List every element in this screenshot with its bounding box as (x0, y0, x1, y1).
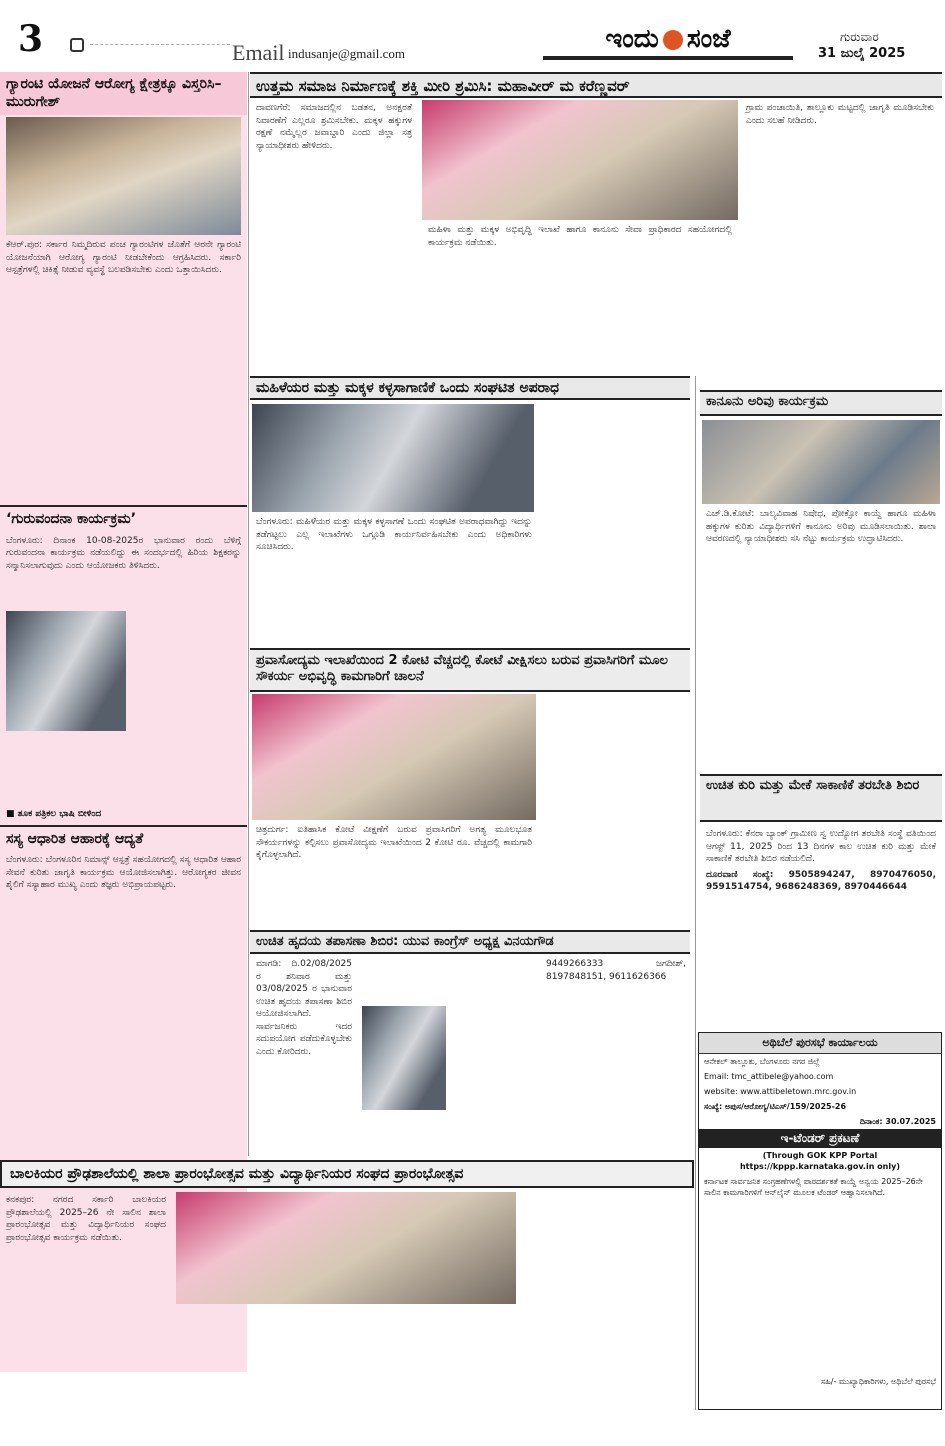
tourism-body-col2 (540, 694, 692, 926)
heart-camp-headline: ಉಚಿತ ಹೃದಯ ತಪಾಸಣಾ ಶಿಬಿರ: ಯುವ ಕಾಂಗ್ರೆಸ್ ಅಧ್ಯಕ್ಷ ವಿನಯಗೌಡ (250, 930, 690, 954)
email-label: Email (232, 40, 285, 65)
heart-camp-body: ಮಾಗಡಿ: ದಿ.02/08/2025 ರ ಶನಿವಾರ ಮತ್ತು 03/08/2025 ರ ಭಾನುವಾರ ಉಚಿತ ಹೃದಯ ತಪಾಸಣಾ ಶಿಬಿರ ಆಯೋಜಿಸಲಾಗಿದೆ. ಸಾರ್ವಜನಿಕರು ಇದರ ಸದುಪಯೋಗ ಪಡೆದುಕೊಳ್ಳಬೇಕು ಎಂದು ಕೋರಿದರು. (256, 959, 352, 1057)
top-story-headline-bar (250, 72, 942, 98)
law-headline: ಕಾನೂನು ಅರಿವು ಕಾರ್ಯಕ್ರಮ (700, 390, 942, 416)
tender-notice-website: website: www.attibeletown.mrc.gov.in (704, 1087, 857, 1096)
school-photo (176, 1192, 516, 1304)
tender-body: ಕರ್ನಾಟಕ ಸಾರ್ವಜನಿಕ ಸಂಗ್ರಹಣೆಗಳಲ್ಲಿ ಪಾರದರ್ಶಕತೆ ಕಾಯ್ದೆ ಅನ್ವಯ 2025–26ನೇ ಸಾಲಿನ ಕಾಮಗಾರಿಗಳಿಗೆ ಆನ್‌ಲೈನ್ ಮೂಲಕ ಟೆಂಡರ್ ಆಹ್ವಾನಿಸಲಾಗಿದೆ. (704, 1177, 923, 1197)
law-photo (702, 420, 940, 504)
sun-logo-icon (663, 30, 683, 50)
tender-notice-title: ಅಥಿಬೆಲೆ ಪುರಸಭೆ ಕಾರ್ಯಾಲಯ (699, 1033, 941, 1054)
divider (90, 44, 230, 50)
vinay-gowda-photo (362, 1006, 446, 1110)
tourism-headline-bar (250, 648, 690, 692)
ribbon-cutting-photo (252, 694, 536, 820)
tender-notice-sub: ಆನೇಕಲ್ ತಾಲ್ಲೂಕು, ಬೆಂಗಳೂರು ನಗರ ಜಿಲ್ಲೆ (704, 1057, 820, 1066)
article-plant-food-body: ಬೆಂಗಳೂರು: ಬೆಂಗಳೂರಿನ ನಿಮಾನ್ಸ್ ಆಸ್ಪತ್ರೆ ಸಹಯೋಗದಲ್ಲಿ ಸಸ್ಯ ಆಧಾರಿತ ಆಹಾರ ಸೇವನೆ ಕುರಿತು ಜಾಗೃತಿ ಕಾರ್ಯಕ್ರಮ ಆಯೋಜಿಸಲಾಗಿತ್ತು. ಆರೋಗ್ಯಕರ ಜೀವನ ಶೈಲಿಗೆ ಸಸ್ಯಾಹಾರ ಮುಖ್ಯ ಎಂದು ತಜ್ಞರು ಅಭಿಪ್ರಾಯಪಟ್ಟರು. (6, 855, 241, 890)
school-body-col3 (520, 1192, 694, 1432)
tender-notice-date: ದಿನಾಂಕ: 30.07.2025 (859, 1117, 936, 1126)
tender-heading: ಇ-ಟೆಂಡರ್ ಪ್ರಕಟಣೆ (699, 1129, 941, 1148)
top-story-body-col3: ಗ್ರಾಮ ಪಂಚಾಯಿತಿ, ತಾಲ್ಲೂಕು ಮಟ್ಟದಲ್ಲಿ ಜಾಗೃತಿ ಮೂಡಿಸಬೇಕು ಎಂದು ಸಲಹೆ ನೀಡಿದರು. (746, 103, 934, 126)
portrait-photo (6, 611, 126, 731)
tender-notice-email: Email: tmc_attibele@yahoo.com (704, 1072, 834, 1081)
heart-camp-contact: 9449266333 ಜಗದೀಶ್, 8197848151, 9611626366 (546, 959, 686, 982)
article-guarantee-body: ಕೆಆರ್.ಪುರ: ಸರ್ಕಾರ ನಿಮ್ಮದಿರುವ ಪಂಚ ಗ್ಯಾರಂಟಿಗಳ ಜೊತೆಗೆ ಆರನೇ ಗ್ಯಾರಂಟಿ ಯೋಜನೆಯಾಗಿ ಆರೋಗ್ಯ ಗ್ಯಾರಂಟಿ ನೀಡಬೇಕೆಂದು ಆಗ್ರಹಿಸಿದರು. ಸರ್ಕಾರಿ ಆಸ್ಪತ್ರೆಗಳಲ್ಲಿ ಚಿಕಿತ್ಸೆ ನೀಡುವ ವ್ಯವಸ್ಥೆ ಬಲಪಡಿಸಬೇಕು ಎಂದು ಒತ್ತಾಯಿಸಿದರು. (6, 240, 241, 275)
protest-photo (6, 117, 241, 235)
sheep-training-text: ಬೆಂಗಳೂರು: ಕೆನರಾ ಬ್ಯಾಂಕ್ ಗ್ರಾಮೀಣ ಸ್ವ ಉದ್ಯೋಗ ತರಬೇತಿ ಸಂಸ್ಥೆ ವತಿಯಿಂದ ಆಗಸ್ಟ್ 11, 2025 ರಿಂದ 13 ದಿನಗಳ ಕಾಲ ಉಚಿತ ಕುರಿ ಮತ್ತು ಮೇಕೆ ಸಾಕಾಣಿಕೆ ತರಬೇತಿ ಶಿಬಿರ ನಡೆಯಲಿದೆ. (706, 829, 936, 864)
hand-pointer-icon (70, 38, 84, 52)
tourism-headline: ಪ್ರವಾಸೋದ್ಯಮ ಇಲಾಖೆಯಿಂದ 2 ಕೋಟಿ ವೆಚ್ಚದಲ್ಲಿ ಕೋಟೆ ವೀಕ್ಷಿಸಲು ಬರುವ ಪ್ರವಾಸಿಗರಿಗೆ ಮೂಲ ಸೌಕರ್ಯ ಅಭಿವೃದ್ಧಿ ಕಾಮಗಾರಿಗೆ ಚಾಲನೆ (256, 653, 668, 685)
law-body: ಎಚ್.ಡಿ.ಕೋಟೆ: ಬಾಲ್ಯವಿವಾಹ ನಿಷೇಧ, ಪೋಕ್ಸೋ ಕಾಯ್ದೆ ಹಾಗೂ ಮಹಿಳಾ ಹಕ್ಕುಗಳ ಕುರಿತು ವಿದ್ಯಾರ್ಥಿಗಳಿಗೆ ಕಾನೂನು ಅರಿವು ಮೂಡಿಸಲಾಯಿತು. ಶಾಲಾ ಆವರಣದಲ್ಲಿ ನ್ಯಾಯಾಧೀಶರು ಸಸಿ ನೆಟ್ಟು ಕಾರ್ಯಕ್ರಮ ಉದ್ಘಾಟಿಸಿದರು. (706, 509, 936, 544)
tender-notice-ref: ಸಂಖ್ಯೆ: ಅಪುಸ/ಆರೋಗ್ಯ/ಟಿಎಸ್/159/2025-26 (704, 1102, 847, 1111)
top-story-photo (422, 100, 738, 220)
article-guruvandana-cont (0, 733, 247, 807)
meeting-photo (252, 404, 534, 512)
crime-body: ಬೆಂಗಳೂರು: ಮಹಿಳೆಯರ ಮತ್ತು ಮಕ್ಕಳ ಕಳ್ಳಸಾಗಣೆ ಒಂದು ಸಂಘಟಿತ ಅಪರಾಧವಾಗಿದ್ದು ಇದನ್ನು ತಡೆಗಟ್ಟಲು ಎಲ್ಲ ಇಲಾಖೆಗಳು ಒಗ್ಗೂಡಿ ಕಾರ್ಯನಿರ್ವಹಿಸಬೇಕು ಎಂದು ಅಧಿಕಾರಿಗಳು ಸೂಚಿಸಿದರು. (256, 517, 532, 552)
email-link[interactable]: indusanje@gmail.com (288, 46, 406, 61)
column-rule (248, 72, 249, 1156)
top-story-headline: ಉತ್ತಮ ಸಮಾಜ ನಿರ್ಮಾಣಕ್ಕೆ ಶಕ್ತಿ ಮೀರಿ ಶ್ರಮಿಸಿ: ಮಹಾವೀರ್ ಮ ಕರೆಣ್ಣವರ್ (256, 77, 630, 95)
sheep-training-phones: ದೂರವಾಣಿ ಸಂಖ್ಯೆ: 9505894247, 8970476050, 9591514754, 9686248369, 8970446644 (706, 869, 936, 892)
crime-body-col2 (540, 404, 692, 644)
crime-headline: ಮಹಿಳೆಯರ ಮತ್ತು ಮಕ್ಕಳ ಕಳ್ಳಸಾಗಾಣಿಕೆ ಒಂದು ಸಂಘಟಿತ ಅಪರಾಧ (250, 376, 690, 400)
school-headline-bar (0, 1160, 694, 1188)
school-body: ಕನಕಪುರ: ನಗರದ ಸರ್ಕಾರಿ ಬಾಲಕಿಯರ ಪ್ರೌಢಶಾಲೆಯಲ್ಲಿ 2025–26 ನೇ ಸಾಲಿನ ಶಾಲಾ ಪ್ರಾರಂಭೋತ್ಸವ ಮತ್ತು ವಿದ್ಯಾರ್ಥಿನಿಯರ ಸಂಘದ ಪ್ರಾರಂಭೋತ್ಸವ ಕಾರ್ಯಕ್ರಮ ನಡೆಯಿತು. (6, 1195, 166, 1243)
tender-signature: ಸಹಿ/- ಮುಖ್ಯಾಧಿಕಾರಿಗಳು, ಅಥಿಬೆಲೆ ಪುರಸಭೆ (821, 1377, 936, 1386)
day-label: ಗುರುವಾರ (840, 30, 879, 44)
date-label: 31 ಜುಲೈ 2025 (818, 46, 906, 61)
school-headline: ಬಾಲಕಿಯರ ಪ್ರೌಢಶಾಲೆಯಲ್ಲಿ ಶಾಲಾ ಪ್ರಾರಂಭೋತ್ಸವ ಮತ್ತು ವಿದ್ಯಾರ್ಥಿನಿಯರ ಸಂಘದ ಪ್ರಾರಂಭೋತ್ಸವ (10, 1166, 464, 1182)
article-guarantee-headline: ಗ್ಯಾರಂಟಿ ಯೋಜನೆ ಆರೋಗ್ಯ ಕ್ಷೇತ್ರಕ್ಕೂ ವಿಸ್ತರಿಸಿ– ಮುರುಗೇಶ್ (0, 72, 247, 115)
sheep-training-headline: ಉಚಿತ ಕುರಿ ಮತ್ತು ಮೇಕೆ ಸಾಕಾಣಿಕೆ ತರಬೇತಿ ಶಿಬಿರ (700, 774, 942, 822)
article-guruvandana-body: ಬೆಂಗಳೂರು: ದಿನಾಂಕ 10-08-2025ರ ಭಾನುವಾರ ರಂದು ಬೆಳಿಗ್ಗೆ ಗುರುವಂದನಾ ಕಾರ್ಯಕ್ರಮ ನಡೆಯಲಿದ್ದು ಈ ಸಂದರ್ಭದಲ್ಲಿ ಹಿರಿಯ ಶಿಕ್ಷಕರನ್ನು ಸನ್ಮಾನಿಸಲಾಗುವುದು ಎಂದು ಆಯೋಜಕರು ತಿಳಿಸಿದರು. (6, 535, 241, 571)
column-rule (695, 376, 696, 1410)
top-story-body-col1: ದಾವಣಗೆರೆ: ಸಮಾಜದಲ್ಲಿನ ಬಡತನ, ಅನಕ್ಷರತೆ ನಿವಾರಣೆಗೆ ಎಲ್ಲರೂ ಶ್ರಮಿಸಬೇಕು. ಮಕ್ಕಳ ಹಕ್ಕುಗಳ ರಕ್ಷಣೆ ನಮ್ಮೆಲ್ಲರ ಜವಾಬ್ದಾರಿ ಎಂದು ಜಿಲ್ಲಾ ಸತ್ರ ನ್ಯಾಯಾಧೀಶರು ಹೇಳಿದರು. (256, 103, 412, 151)
masthead (0, 0, 945, 70)
tender-portal: (Through GOK KPP Portal https://kppp.karnataka.gov.in only) (739, 1151, 900, 1171)
paper-title (543, 22, 793, 60)
tender-notice (698, 1032, 942, 1410)
article-credit: ■ ತೂಕ ಪತ್ರಿಕಲ ಭಾಷಿ ಬೀಳಿಂದ (6, 808, 102, 819)
top-story-body-col2: ಮಹಿಳಾ ಮತ್ತು ಮಕ್ಕಳ ಅಭಿವೃದ್ಧಿ ಇಲಾಖೆ ಹಾಗೂ ಕಾನೂನು ಸೇವಾ ಪ್ರಾಧಿಕಾರದ ಸಹಯೋಗದಲ್ಲಿ ಕಾರ್ಯಕ್ರಮ ನಡೆಯಿತು. (428, 225, 732, 248)
sheep-training-body (700, 826, 942, 1026)
paper-title-left: ಇಂದು (605, 24, 659, 54)
paper-title-right: ಸಂಜೆ (686, 24, 731, 54)
article-guruvandana-headline: ‘ಗುರುವಂದನಾ ಕಾರ್ಯಕ್ರಮ’ (6, 511, 137, 527)
tourism-body: ಚಿತ್ರದುರ್ಗ: ಐತಿಹಾಸಿಕ ಕೋಟೆ ವೀಕ್ಷಣೆಗೆ ಬರುವ ಪ್ರವಾಸಿಗರಿಗೆ ಅಗತ್ಯ ಮೂಲಭೂತ ಸೌಕರ್ಯಗಳನ್ನು ಕಲ್ಪಿಸಲು ಪ್ರವಾಸೋದ್ಯಮ ಇಲಾಖೆಯಿಂದ 2 ಕೋಟಿ ರೂ. ವೆಚ್ಚದಲ್ಲಿ ಕಾಮಗಾರಿ ಕೈಗೊಳ್ಳಲಾಗಿದೆ. (256, 825, 532, 860)
article-plant-food-headline: ಸಸ್ಯ ಆಧಾರಿತ ಆಹಾರಕ್ಕೆ ಆದ್ಯತೆ (6, 830, 144, 847)
school-body-col2 (176, 1306, 516, 1432)
page-number: 3 (18, 18, 44, 60)
